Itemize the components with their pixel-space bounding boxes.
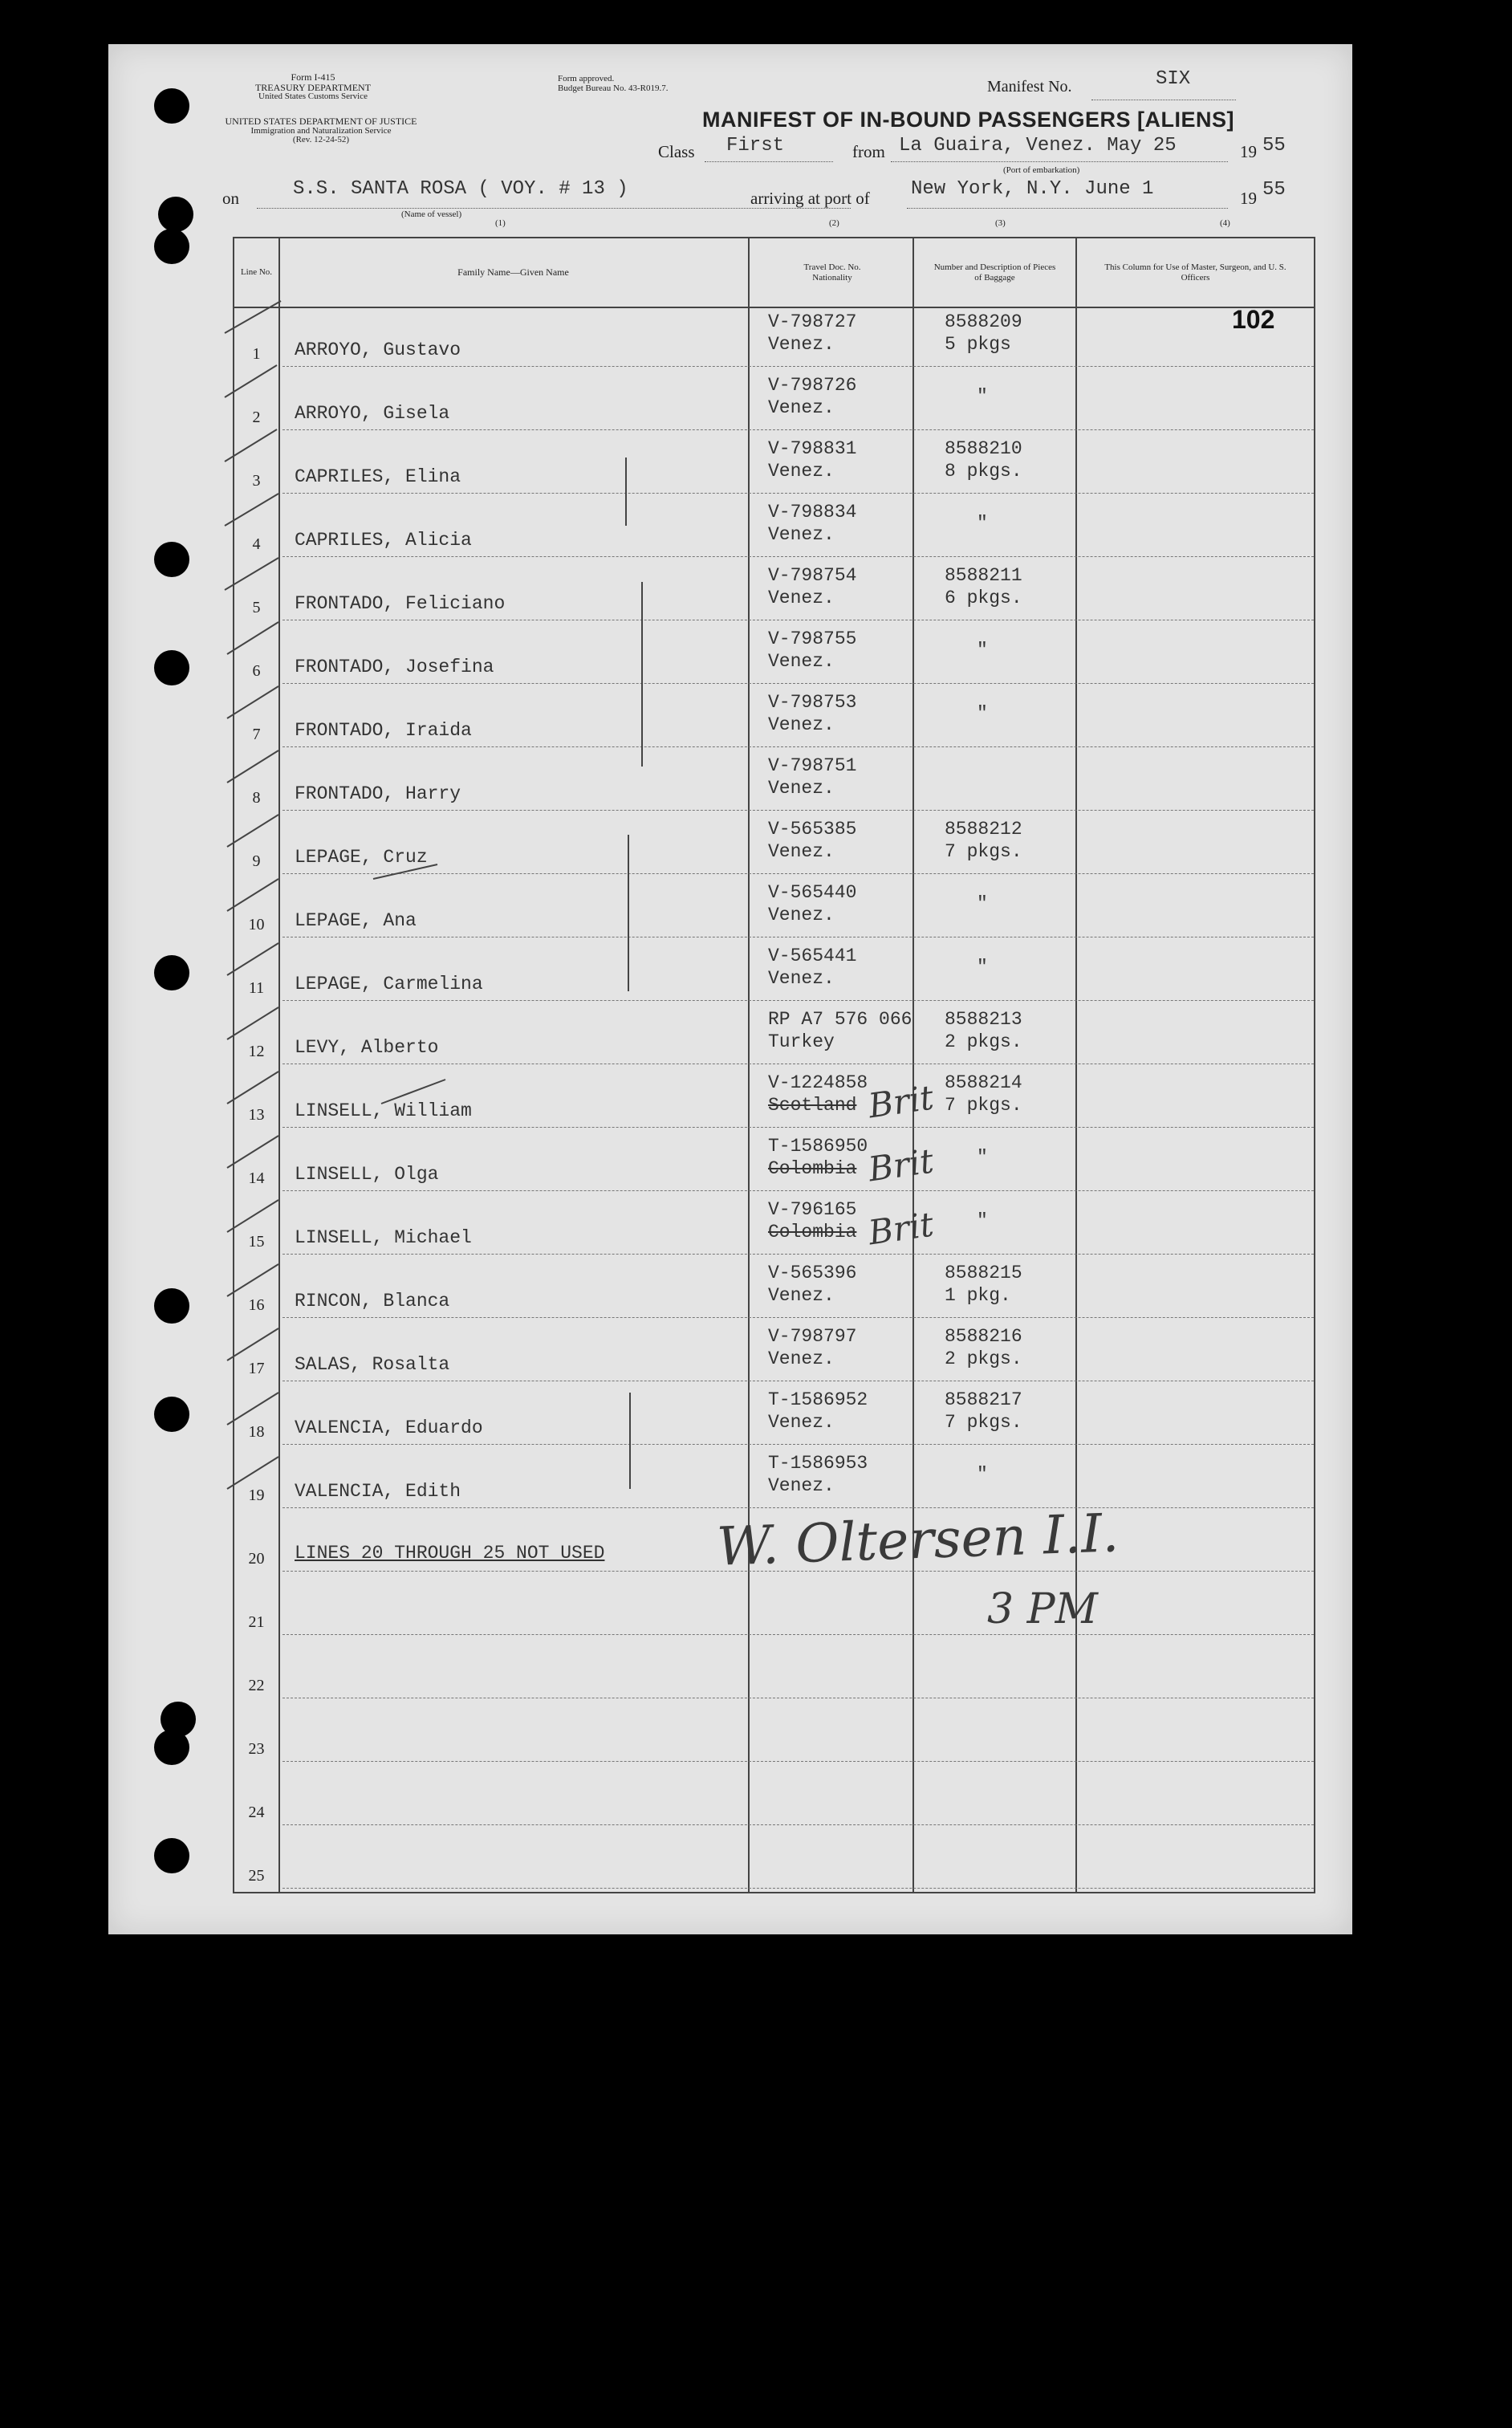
line-number: 21 (248, 1613, 265, 1631)
table-row (234, 1828, 1314, 1892)
table-row (234, 814, 1314, 877)
travel-doc-cell (768, 311, 856, 356)
class-value: First (726, 135, 785, 157)
line-number: 2 (252, 409, 261, 426)
col-num-1: (1) (495, 218, 506, 228)
handwritten-nationality: Brit (865, 1141, 937, 1190)
table-row (234, 877, 1314, 941)
customs-service: United States Customs Service (258, 92, 368, 102)
baggage-cell (945, 374, 988, 408)
nationality: Colombia (768, 1222, 857, 1242)
baggage-number: 8588209 (945, 311, 1022, 332)
table-row (234, 1448, 1314, 1511)
col-header-line: Line No. (240, 267, 273, 278)
baggage-cell (945, 1198, 988, 1232)
table-row (234, 1004, 1314, 1068)
travel-doc-cell (768, 564, 856, 609)
baggage-pieces: 6 pkgs. (945, 588, 1022, 608)
nationality: Scotland (768, 1095, 857, 1116)
baggage-cell (945, 945, 988, 978)
form-number: Form I-415 (291, 71, 335, 83)
travel-doc-number: V-798726 (768, 375, 857, 396)
line-number: 8 (252, 789, 261, 807)
line-number: 22 (248, 1677, 265, 1694)
baggage-cell (945, 1389, 1022, 1434)
punch-hole (154, 229, 189, 264)
baggage-number: " (977, 386, 988, 407)
baggage-cell (945, 881, 988, 915)
baggage-number: " (977, 640, 988, 661)
form-header-left (217, 72, 409, 102)
table-row (234, 624, 1314, 687)
travel-doc-cell (768, 1262, 856, 1307)
travel-doc-cell (768, 1008, 912, 1053)
year-prefix: 19 (1240, 142, 1257, 161)
baggage-number: 8588214 (945, 1072, 1022, 1093)
revision: (Rev. 12-24-52) (292, 135, 350, 145)
baggage-pieces: 7 pkgs. (945, 841, 1022, 862)
nationality: Venez. (768, 588, 835, 608)
table-row (234, 941, 1314, 1004)
baggage-cell (945, 1072, 1022, 1116)
baggage-number: " (977, 703, 988, 724)
travel-doc-cell (768, 1325, 856, 1370)
baggage-pieces: 2 pkgs. (945, 1348, 1022, 1369)
passenger-name: ARROYO, Gustavo (295, 340, 461, 360)
travel-doc-number: T-1586953 (768, 1453, 868, 1474)
baggage-number: " (977, 1147, 988, 1168)
from-value: La Guaira, Venez. May 25 (899, 135, 1177, 157)
travel-doc-number: V-798755 (768, 628, 857, 649)
travel-doc-cell (768, 374, 856, 419)
baggage-cell (945, 818, 1022, 863)
passenger-name: FRONTADO, Josefina (295, 657, 494, 677)
table-row (234, 750, 1314, 814)
baggage-number: " (977, 513, 988, 534)
table-row (234, 307, 1314, 370)
passenger-name: FRONTADO, Harry (295, 783, 461, 804)
nationality: Venez. (768, 1475, 835, 1496)
punch-hole (158, 197, 193, 232)
line-number: 7 (252, 726, 261, 743)
passenger-name: FRONTADO, Feliciano (295, 593, 506, 614)
travel-doc-number: V-565396 (768, 1263, 857, 1283)
baggage-number: 8588217 (945, 1389, 1022, 1410)
line-number: 25 (248, 1867, 265, 1885)
nationality: Turkey (768, 1031, 835, 1052)
table-row (234, 370, 1314, 433)
on-label: on (222, 189, 239, 208)
travel-doc-number: V-798753 (768, 692, 857, 713)
line-number: 12 (248, 1043, 265, 1060)
arriving-label: arriving at port of (750, 189, 870, 208)
passenger-name: ARROYO, Gisela (295, 403, 450, 424)
punch-hole (154, 955, 189, 990)
travel-doc-number: V-796165 (768, 1199, 857, 1220)
baggage-number: 8588213 (945, 1009, 1022, 1030)
line-number: 14 (248, 1169, 265, 1187)
form-approved: Form approved. (558, 74, 615, 83)
travel-doc-number: V-798831 (768, 438, 857, 459)
travel-doc-cell (768, 1452, 868, 1497)
passenger-name: CAPRILES, Alicia (295, 530, 472, 551)
baggage-cell (945, 437, 1022, 482)
passenger-name: SALAS, Rosalta (295, 1354, 450, 1375)
line-number: 15 (248, 1233, 265, 1251)
baggage-pieces: 7 pkgs. (945, 1095, 1022, 1116)
passenger-name: FRONTADO, Iraida (295, 720, 472, 741)
baggage-pieces: 7 pkgs. (945, 1412, 1022, 1433)
table-row (234, 1638, 1314, 1702)
line-number: 1 (252, 345, 261, 363)
travel-doc-cell (768, 1198, 856, 1243)
table-row (234, 1068, 1314, 1131)
officer-signature: W. Oltersen I.I. (715, 1502, 1120, 1578)
baggage-cell (945, 1452, 988, 1486)
travel-doc-number: V-1224858 (768, 1072, 868, 1093)
table-row (234, 560, 1314, 624)
nationality: Venez. (768, 905, 835, 925)
table-row (234, 1702, 1314, 1765)
punch-hole (154, 88, 189, 124)
col-num-2: (2) (829, 218, 839, 228)
nationality: Venez. (768, 524, 835, 545)
baggage-cell (945, 1008, 1022, 1053)
travel-doc-number: V-565440 (768, 882, 857, 903)
passenger-table (233, 237, 1315, 1893)
baggage-number: " (977, 1464, 988, 1485)
from-label: from (852, 142, 885, 161)
table-row (234, 1765, 1314, 1828)
class-label: Class (658, 142, 695, 161)
line-number: 17 (248, 1360, 265, 1377)
travel-doc-number: T-1586950 (768, 1136, 868, 1157)
travel-doc-cell (768, 1389, 868, 1434)
baggage-number: " (977, 1210, 988, 1231)
travel-doc-cell (768, 1072, 868, 1116)
col-header-travel-doc: Travel Doc. No. Nationality (803, 262, 861, 283)
nationality: Venez. (768, 1348, 835, 1369)
budget-bureau: Budget Bureau No. 43-R019.7. (558, 83, 669, 93)
passenger-name: LINSELL, William (295, 1100, 472, 1121)
table-row (234, 687, 1314, 750)
travel-doc-number: V-798751 (768, 755, 857, 776)
nationality: Venez. (768, 397, 835, 418)
travel-doc-number: V-565441 (768, 946, 857, 966)
baggage-number: 8588212 (945, 819, 1022, 840)
line-number: 11 (248, 979, 265, 997)
nationality: Venez. (768, 714, 835, 735)
line-number: 4 (252, 535, 261, 553)
nationality: Venez. (768, 651, 835, 672)
line-number: 20 (248, 1550, 265, 1568)
line-number: 19 (248, 1486, 265, 1504)
passenger-name: LEPAGE, Cruz (295, 847, 428, 868)
line-number: 13 (248, 1106, 265, 1124)
travel-doc-number: V-565385 (768, 819, 857, 840)
justice-block (217, 116, 425, 145)
baggage-number: " (977, 893, 988, 914)
year-value-2: 55 (1262, 179, 1286, 201)
travel-doc-number: V-798754 (768, 565, 857, 586)
travel-doc-number: RP A7 576 066 (768, 1009, 912, 1030)
baggage-number: 8588211 (945, 565, 1022, 586)
justice-dept: UNITED STATES DEPARTMENT OF JUSTICE (225, 116, 417, 127)
nationality: Venez. (768, 461, 835, 482)
baggage-cell (945, 628, 988, 661)
stamp-number: 102 (1232, 305, 1275, 334)
travel-doc-cell (768, 945, 856, 990)
line-number: 24 (248, 1804, 265, 1821)
baggage-pieces: 8 pkgs. (945, 461, 1022, 482)
passenger-name: LEPAGE, Ana (295, 910, 417, 931)
manifest-title: MANIFEST OF IN-BOUND PASSENGERS [ALIENS] (702, 108, 1235, 132)
nationality: Venez. (768, 334, 835, 355)
punch-hole (154, 1730, 189, 1765)
col-num-3: (3) (995, 218, 1006, 228)
nationality: Venez. (768, 778, 835, 799)
handwritten-nationality: Brit (865, 1077, 937, 1126)
travel-doc-cell (768, 881, 856, 926)
col-header-baggage: Number and Description of Pieces of Baggage (933, 262, 1056, 283)
travel-doc-cell (768, 501, 856, 546)
travel-doc-cell (768, 437, 856, 482)
punch-hole (154, 1838, 189, 1873)
table-row (234, 1385, 1314, 1448)
col-num-4: (4) (1220, 218, 1230, 228)
table-row (234, 433, 1314, 497)
table-row (234, 1321, 1314, 1385)
col-header-name: Family Name—Given Name (457, 266, 569, 278)
table-row (234, 1575, 1314, 1638)
travel-doc-number: T-1586952 (768, 1389, 868, 1410)
baggage-number: " (977, 957, 988, 978)
line-number: 16 (248, 1296, 265, 1314)
treasury-dept: TREASURY DEPARTMENT (254, 81, 372, 93)
baggage-cell (945, 691, 988, 725)
not-used-note: LINES 20 THROUGH 25 NOT USED (295, 1543, 605, 1564)
line-number: 6 (252, 662, 261, 680)
nationality: Venez. (768, 841, 835, 862)
ins-service: Immigration and Naturalization Service (250, 125, 392, 136)
punch-hole (154, 1288, 189, 1324)
line-number: 3 (252, 472, 261, 490)
col-header-officers: This Column for Use of Master, Surgeon, and U. S. Officers (1104, 262, 1286, 283)
travel-doc-cell (768, 1135, 868, 1180)
baggage-pieces: 2 pkgs. (945, 1031, 1022, 1052)
travel-doc-number: V-798834 (768, 502, 857, 523)
nationality: Venez. (768, 1412, 835, 1433)
line-number: 10 (248, 916, 265, 933)
table-row (234, 1258, 1314, 1321)
passenger-name: LINSELL, Olga (295, 1164, 439, 1185)
table-row (234, 497, 1314, 560)
line-number: 9 (252, 852, 261, 870)
manifest-no-value: SIX (1156, 68, 1191, 90)
manifest-page (108, 44, 1352, 1934)
passenger-name: LEPAGE, Carmelina (295, 974, 483, 994)
travel-doc-cell (768, 691, 856, 736)
nationality: Venez. (768, 1285, 835, 1306)
passenger-name: VALENCIA, Edith (295, 1481, 461, 1502)
year-value: 55 (1262, 135, 1286, 157)
travel-doc-number: V-798797 (768, 1326, 857, 1347)
vessel-value: S.S. SANTA ROSA ( VOY. # 13 ) (293, 178, 628, 200)
handwritten-nationality: Brit (865, 1204, 937, 1253)
nationality: Colombia (768, 1158, 857, 1179)
travel-doc-number: V-798727 (768, 311, 857, 332)
line-number: 5 (252, 599, 261, 616)
travel-doc-cell (768, 754, 856, 799)
passenger-name: LINSELL, Michael (295, 1227, 472, 1248)
embark-caption: (Port of embarkation) (1003, 165, 1080, 175)
signature-time: 3 PM (987, 1585, 1098, 1633)
baggage-number: 8588216 (945, 1326, 1022, 1347)
baggage-cell (945, 1135, 988, 1169)
vessel-caption: (Name of vessel) (401, 209, 462, 219)
baggage-cell (945, 311, 1022, 356)
punch-hole (154, 650, 189, 685)
arriving-value: New York, N.Y. June 1 (911, 178, 1154, 200)
passenger-name: RINCON, Blanca (295, 1291, 450, 1312)
baggage-number: 8588215 (945, 1263, 1022, 1283)
table-row (234, 1194, 1314, 1258)
passenger-name: VALENCIA, Eduardo (295, 1417, 483, 1438)
approval-block (558, 75, 668, 93)
line-number: 18 (248, 1423, 265, 1441)
line-number: 23 (248, 1740, 265, 1758)
baggage-cell (945, 1262, 1022, 1307)
passenger-name: LEVY, Alberto (295, 1037, 439, 1058)
table-row (234, 1131, 1314, 1194)
baggage-pieces: 1 pkg. (945, 1285, 1011, 1306)
punch-hole (154, 1397, 189, 1432)
travel-doc-cell (768, 628, 856, 673)
passenger-name: CAPRILES, Elina (295, 466, 461, 487)
punch-hole (154, 542, 189, 577)
baggage-cell (945, 1325, 1022, 1370)
baggage-pieces: 5 pkgs (945, 334, 1011, 355)
baggage-cell (945, 564, 1022, 609)
manifest-no-label: Manifest No. (987, 78, 1072, 96)
baggage-number: 8588210 (945, 438, 1022, 459)
travel-doc-cell (768, 818, 856, 863)
baggage-cell (945, 501, 988, 535)
nationality: Venez. (768, 968, 835, 989)
year-prefix-2: 19 (1240, 189, 1257, 208)
